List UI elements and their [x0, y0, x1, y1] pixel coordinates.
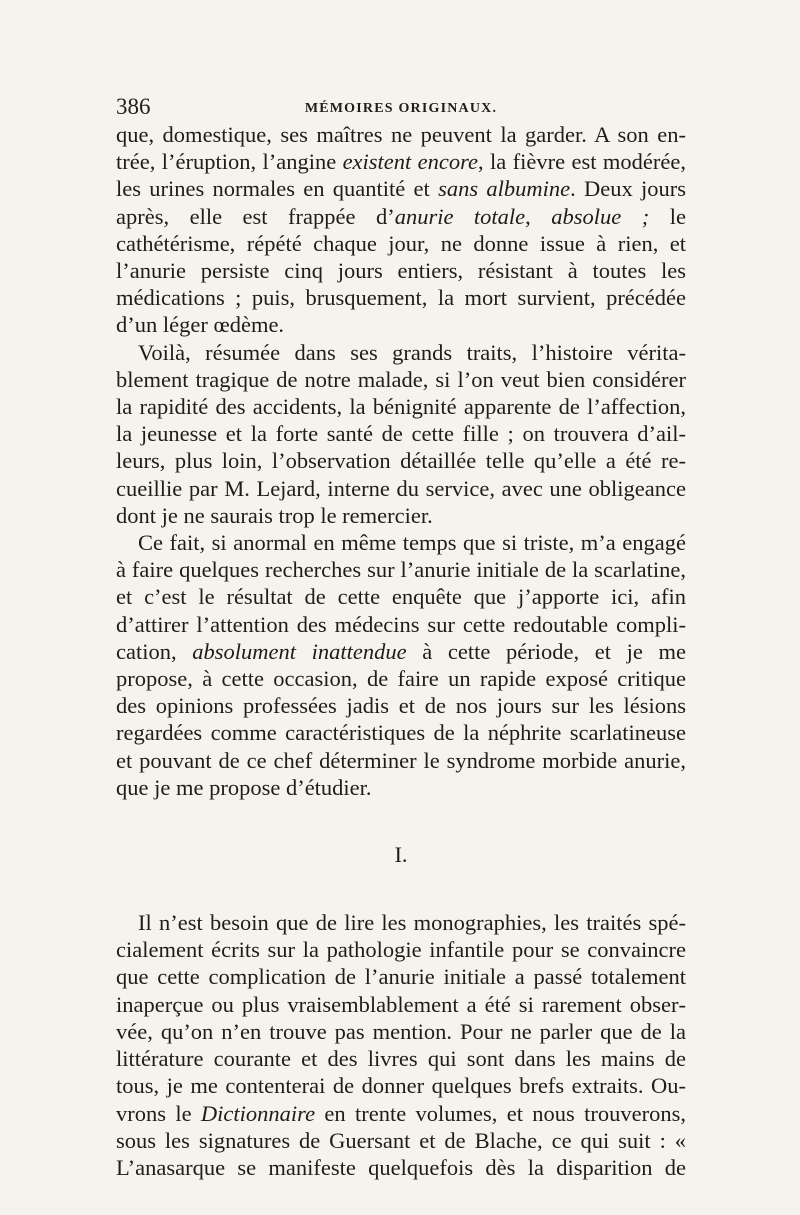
text-run: à cette période, et je me propose, à cette occasion, de faire un rapide exposé critique des opinions professées jadis et de nos jours sur les lésions regardées comme caractéristiques de la néphrite scarlatineuse et pouvant de ce chef déterminer le syndrome morbide anurie, que je me propose d’étudier. — [116, 638, 686, 800]
text-run: Voilà, résumée dans ses grands traits, l’histoire véritablement tragique de notre malade, si l’on veut bien considérer la rapidité des accidents, la bénignité apparente de l’affection, la jeunesse et la forte santé de cette fille ; on trouvera d’ailleurs, plus loin, l’observation détaillée telle qu’elle a été recueillie par M. Lejard, interne du service, avec une obligeance dont je ne saurais trop le remercier. — [116, 339, 686, 528]
page-number: 386 — [116, 94, 151, 119]
italic-text: Dictionnaire — [200, 1100, 316, 1126]
body-text — [116, 121, 686, 1181]
text-run: le cathétérisme, répété chaque jour, ne donne issue à rien, et l’anurie persiste cinq jours entiers, résistant à toutes les médications ; puis, brusquement, la mort survient, précédée d’un léger œdème. — [116, 203, 686, 338]
italic-text: sans albumine — [438, 176, 571, 202]
italic-text: absolument inattendue — [192, 638, 407, 664]
running-title: MÉMOIRES ORIGINAUX. — [304, 101, 498, 116]
paragraph — [116, 339, 686, 529]
italic-text: existent encore — [342, 149, 479, 175]
text-run: que, domestique, ses maîtres ne peuvent la garder. A son entrée, l’éruption, l’angine — [116, 122, 686, 175]
paragraph-continuation — [116, 121, 686, 339]
italic-text: anurie totale — [394, 203, 526, 229]
section-heading: I. — [394, 842, 408, 868]
paragraph — [116, 909, 686, 1181]
page-header — [116, 92, 686, 122]
text-run: Ce fait, si anormal en même temps que si triste, m’a engagé à faire quelques recherches sur l’anurie initiale de la scarlatine, et c’est le résultat de cette enquête que j’apporte ici, afin d’attirer l’attention des médecins sur cette redoutable complication, — [116, 530, 686, 664]
text-run: . Deux jours après, elle est frappée d’ — [116, 176, 687, 229]
text-run: Il n’est besoin que de lire les monographies, les traités spécialement écrits sur la pathologie infantile pour se convaincre que cette complication de l’anurie initiale a passé totalement inaperçue ou plus vraisemblablement a été si rarement observée, qu’on n’en trouve pas mention. Pour ne parler que de la littérature courante et des livres qui sont dans les mains de tous, je me contenterai de donner quelques brefs extraits. Ouvrons le — [116, 910, 686, 1126]
text-run: , la fièvre est modérée, les urines normales en quantité et — [116, 149, 686, 202]
text-run: en trente volumes, et nous trouverons, sous les signatures de Guersant et de Blache, ce qui suit : « L’anasarque se manifeste quelquefois dès la disparition de — [116, 1100, 686, 1180]
italic-text: absolue ; — [551, 203, 650, 229]
text-run: , — [525, 203, 552, 229]
paragraph — [116, 529, 686, 801]
